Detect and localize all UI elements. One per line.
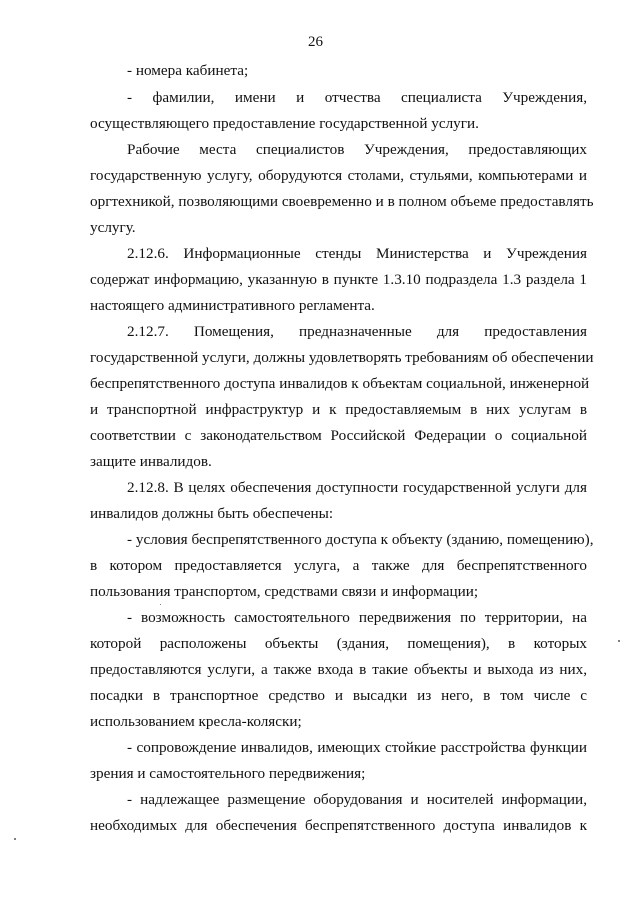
page-number: 26 <box>308 34 323 50</box>
text-line: 2.12.8. В целях обеспечения доступности государственной услуги для <box>127 479 587 496</box>
text-line: которой расположены объекты (здания, помещения), в которых <box>90 635 587 652</box>
text-line: соответствии с законодательством Российской Федерации о социальной <box>90 427 587 444</box>
text-line: использованием кресла-коляски; <box>90 713 302 730</box>
text-line: в котором предоставляется услуга, а также для беспрепятственного <box>90 557 587 574</box>
text-line: услугу. <box>90 219 136 236</box>
text-line: - сопровождение инвалидов, имеющих стойкие расстройства функции <box>127 739 587 756</box>
text-line: оргтехникой, позволяющими своевременно и в полном объеме предоставлять <box>90 193 594 210</box>
text-line: посадки в транспортное средство и высадки из него, в том числе с <box>90 687 587 704</box>
text-line: настоящего административного регламента. <box>90 297 375 314</box>
text-line: необходимых для обеспечения беспрепятственного доступа инвалидов к <box>90 817 587 834</box>
text-line: беспрепятственного доступа инвалидов к объектам социальной, инженерной <box>90 375 590 392</box>
text-line: государственную услугу, оборудуются столами, стульями, компьютерами и <box>90 167 587 184</box>
text-line: осуществляющего предоставление государственной услуги. <box>90 115 479 132</box>
scan-speck <box>14 838 16 840</box>
text-line: - надлежащее размещение оборудования и носителей информации, <box>127 791 587 808</box>
text-line: содержат информацию, указанную в пункте 1.3.10 подраздела 1.3 раздела 1 <box>90 271 587 288</box>
text-line: - возможность самостоятельного передвижения по территории, на <box>127 609 587 626</box>
text-line: 2.12.7. Помещения, предназначенные для предоставления <box>127 323 587 340</box>
text-line: - фамилии, имени и отчества специалиста Учреждения, <box>127 89 587 106</box>
text-line: и транспортной инфраструктур и к предоставляемым в них услугам в <box>90 401 587 418</box>
text-line: инвалидов должны быть обеспечены: <box>90 505 334 522</box>
scan-speck <box>618 640 620 642</box>
text-line: Рабочие места специалистов Учреждения, предоставляющих <box>127 141 587 158</box>
text-line: - номера кабинета; <box>127 62 249 79</box>
text-line: защите инвалидов. <box>90 453 212 470</box>
text-line: государственной услуги, должны удовлетворять требованиям об обеспечении <box>90 349 594 366</box>
text-line: 2.12.6. Информационные стенды Министерства и Учреждения <box>127 245 587 262</box>
scan-speck <box>160 604 161 605</box>
text-line: зрения и самостоятельного передвижения; <box>90 765 366 782</box>
text-line: пользования транспортом, средствами связи и информации; <box>90 583 479 600</box>
text-line: предоставляются услуги, а также входа в такие объекты и выхода из них, <box>90 661 587 678</box>
text-line: - условия беспрепятственного доступа к объекту (зданию, помещению), <box>127 531 594 548</box>
